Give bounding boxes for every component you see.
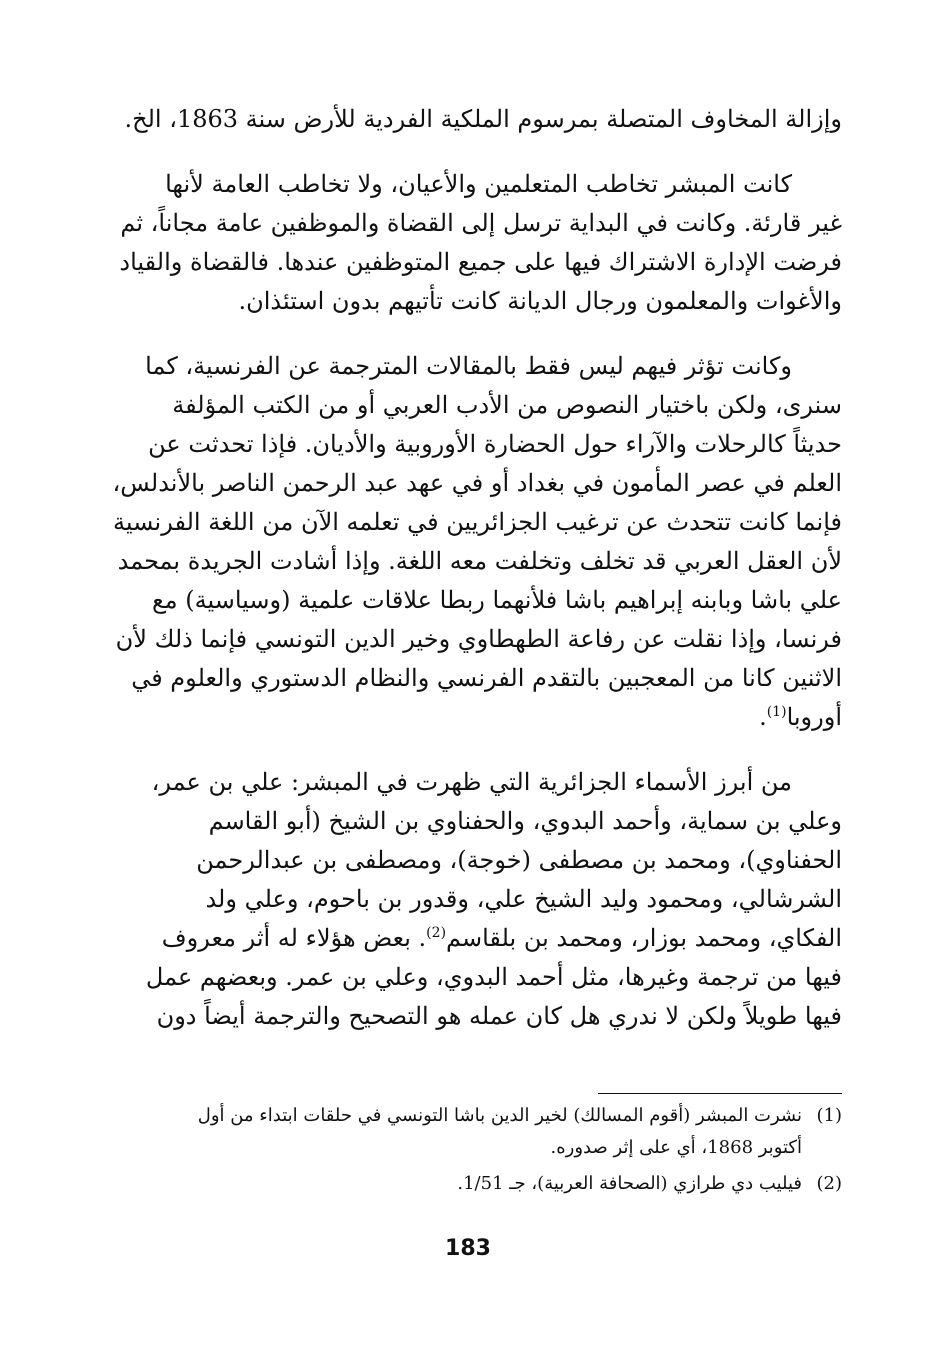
text-line: الحفناوي)، ومحمد بن مصطفى (خوجة)، ومصطفى بن عبدالرحمن [196, 846, 842, 874]
text-line: وإزالة المخاوف المتصلة بمرسوم الملكية الفردية للأرض سنة 1863، الخ. [124, 105, 842, 133]
footnote-ref[interactable]: (2) [426, 925, 447, 941]
text-line: فيها طويلاً ولكن لا ندري هل كان عمله هو التصحيح والترجمة أيضاً دون [156, 1002, 842, 1030]
footnote-number: (2) [816, 1173, 842, 1194]
text-line: علي باشا وبابنه إبراهيم باشا فلأنهما ربطا علاقات علمية (وسياسية) مع [152, 586, 842, 614]
footnote-text: فيليب دي طرازي (الصحافة العربية)، جـ 1/51. [457, 1173, 802, 1194]
text-line: كانت المبشر تخاطب المتعلمين والأعيان، ولا تخاطب العامة لأنها [165, 170, 792, 198]
text-line: فيها من ترجمة وغيرها، مثل أحمد البدوي، وعلي بن عمر. وبعضهم عمل [145, 963, 842, 991]
footnote-1-continuation: أكتوبر 1868، أي على إثر صدوره. [550, 1137, 802, 1158]
text-line: فإنما كانت تتحدث عن ترغيب الجزائريين في تعلمه الآن من اللغة الفرنسية [113, 508, 842, 536]
footnotes [130, 1100, 842, 1200]
text-line: فرنسا، وإذا نقلت عن رفاعة الطهطاوي وخير الدين التونسي فإنما ذلك لأن [115, 625, 842, 653]
paragraph-3 [130, 763, 842, 1036]
text-line: الشرشالي، ومحمود وليد الشيخ علي، وقدور بن باحوم، وعلي ولد [205, 885, 842, 913]
text-line: غير قارئة. وكانت في البداية ترسل إلى القضاة والموظفين عامة مجاناً، ثم [120, 209, 842, 237]
text-line [130, 919, 842, 958]
text-line: سنرى، ولكن باختيار النصوص من الأدب العربي أو من الكتب المؤلفة [172, 391, 842, 419]
text-line: الاثنين كانا من المعجبين بالتقدم الفرنسي والنظام الدستوري والعلوم في [131, 664, 842, 692]
text-line: من أبرز الأسماء الجزائرية التي ظهرت في المبشر: علي بن عمر، [151, 768, 792, 796]
body-text [112, 100, 842, 1036]
text-line: وعلي بن سماية، وأحمد البدوي، والحفناوي بن الشيخ (أبو القاسم [208, 807, 842, 835]
intro-line [124, 100, 842, 139]
text-line: والأغوات والمعلمون ورجال الديانة كانت تأتيهم بدون استئذان. [238, 287, 842, 315]
text-line: وكانت تؤثر فيهم ليس فقط بالمقالات المترجمة عن الفرنسية، كما [145, 352, 792, 380]
footnote-2 [130, 1168, 842, 1200]
last-word: أوروبا [786, 703, 842, 731]
footnote-text: نشرت المبشر (أقوم المسالك) لخير الدين باشا التونسي في حلقات ابتداء من أول [197, 1105, 802, 1126]
text-line: فرضت الإدارة الاشتراك فيها على جميع المتوظفين عندها. فالقضاة والقياد [119, 248, 842, 276]
text-line: العلم في عصر المأمون في بغداد أو في عهد عبد الرحمن الناصر بالأندلس، [112, 469, 842, 497]
paragraph-1 [119, 165, 842, 321]
paragraph-2 [112, 347, 842, 737]
footnote-number: (1) [816, 1105, 842, 1126]
text-line: حديثاً كالرحلات والآراء حول الحضارة الأوروبية والأديان. فإذا تحدثت عن [148, 430, 842, 458]
page-number: 183 [445, 1236, 491, 1261]
footnote-separator [598, 1093, 842, 1094]
footnote-ref[interactable]: (1) [766, 704, 787, 720]
text-segment: . بعض هؤلاء له أثر معروف [161, 924, 427, 952]
text-segment: الفكاي، ومحمد بوزار، ومحمد بن بلقاسم [446, 924, 842, 952]
text-line: لأن العقل العربي قد تخلف وتخلفت معه اللغة. وإذا أشادت الجريدة بمحمد [117, 547, 842, 575]
text-line [130, 698, 842, 737]
period: . [759, 703, 767, 731]
footnote-1 [130, 1100, 842, 1132]
